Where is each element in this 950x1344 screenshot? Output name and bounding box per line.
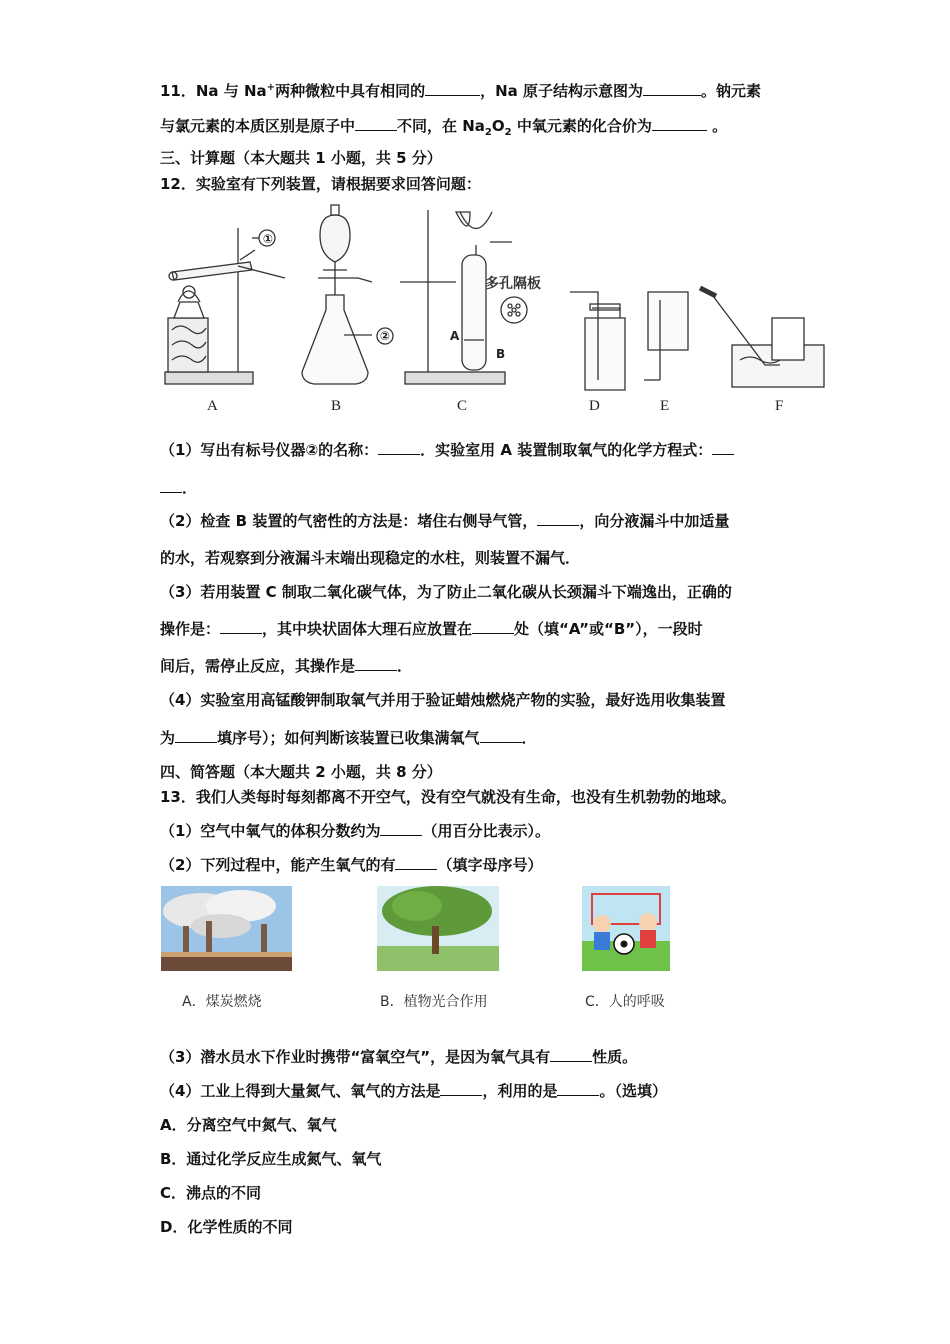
figure-label-c: C <box>457 398 468 414</box>
q13-text: （4）工业上得到大量氮气、氧气的方法是 <box>160 1082 441 1100</box>
subscript: 2 <box>484 127 492 138</box>
q11-line2 <box>160 116 727 143</box>
q13-part4 <box>160 1081 667 1101</box>
q12-part4-line2 <box>160 728 537 748</box>
q11-text: ，Na 原子结构示意图为 <box>480 82 643 100</box>
q13-part3 <box>160 1047 637 1067</box>
answer-blank[interactable] <box>480 728 522 743</box>
q12-part3-line1: （3）若用装置 C 制取二氧化碳气体，为了防止二氧化碳从长颈漏斗下端逸出，正确的 <box>160 583 732 601</box>
q13-text: ，利用的是 <box>482 1082 558 1100</box>
superscript: + <box>266 82 276 93</box>
q12-text: ． <box>521 729 537 747</box>
q13-text: （3）潜水员水下作业时携带“富氧空气”，是因为氧气具有 <box>160 1048 551 1066</box>
apparatus-d <box>570 292 625 390</box>
q12-part4-line1: （4）实验室用高锰酸钾制取氧气并用于验证蜡烛燃烧产物的实验，最好选用收集装置 <box>160 691 726 709</box>
q13-text: （用百分比表示）。 <box>422 822 550 840</box>
mark-2: ② <box>379 329 391 343</box>
answer-blank[interactable] <box>160 478 182 493</box>
answer-blank[interactable] <box>550 1047 592 1062</box>
label-a: A <box>450 329 460 343</box>
q12-text: 间后，需停止反应，其操作是 <box>160 657 356 675</box>
q13-text: （填字母序号） <box>437 856 543 874</box>
q12-text: 为 <box>160 729 176 747</box>
caption-a: A．煤炭燃烧 <box>182 994 262 1010</box>
q12-part3-line3 <box>160 656 412 676</box>
q12-part3-line2 <box>160 619 703 639</box>
option-b[interactable]: B．通过化学反应生成氮气、氧气 <box>160 1150 382 1168</box>
q12-text: ． <box>397 657 413 675</box>
answer-blank[interactable] <box>652 116 707 131</box>
option-d[interactable]: D．化学性质的不同 <box>160 1218 293 1236</box>
answer-blank[interactable] <box>378 440 420 455</box>
label-b: B <box>496 347 506 361</box>
q11-text: O <box>491 117 505 135</box>
answer-blank[interactable] <box>220 619 262 634</box>
q12-text: ． <box>182 479 198 497</box>
q12-text: ，向分液漏斗中加适量 <box>579 512 730 530</box>
q12-text: 操作是： <box>160 620 221 638</box>
answer-blank[interactable] <box>425 81 480 96</box>
coal-burning-image <box>161 886 292 971</box>
option-c[interactable]: C．沸点的不同 <box>160 1184 262 1202</box>
q12-part2-line2: 的水，若观察到分液漏斗末端出现稳定的水柱，则装置不漏气． <box>160 549 581 567</box>
answer-blank[interactable] <box>355 116 397 131</box>
q12-text: ．实验室用 A 装置制取氧气的化学方程式： <box>420 441 713 459</box>
caption-b: B．植物光合作用 <box>380 994 488 1010</box>
q13-text: 性质。 <box>592 1048 638 1066</box>
q11-text: 中氧元素的化合价为 <box>511 117 652 135</box>
option-a[interactable]: A．分离空气中氮气、氧气 <box>160 1116 337 1134</box>
q13-part1 <box>160 821 550 841</box>
q11-text: 与氯元素的本质区别是原子中 <box>160 117 356 135</box>
q12-part1-line2 <box>160 478 197 498</box>
answer-blank[interactable] <box>472 619 514 634</box>
figure-label-f: F <box>775 398 784 414</box>
q13-text: （1）空气中氧气的体积分数约为 <box>160 822 381 840</box>
figure-label-a: A <box>207 398 218 414</box>
q12-stem: 12．实验室有下列装置，请根据要求回答问题： <box>160 175 481 193</box>
q12-text: ，其中块状固体大理石应放置在 <box>262 620 473 638</box>
apparatus-f <box>700 288 824 387</box>
answer-blank[interactable] <box>643 81 701 96</box>
figure-label-d: D <box>589 398 600 414</box>
q13-text: （2）下列过程中，能产生氧气的有 <box>160 856 396 874</box>
section-3-heading: 三、计算题（本大题共 1 小题，共 5 分） <box>160 149 442 167</box>
q11-line1 <box>160 78 761 101</box>
section-4-heading: 四、简答题（本大题共 2 小题，共 8 分） <box>160 763 442 781</box>
figure-label-b: B <box>331 398 342 414</box>
q11-text: 不同，在 Na <box>397 117 485 135</box>
q11-text: 两种微粒中具有相同的 <box>275 82 426 100</box>
q12-text: 处（填“A”或“B”），一段时 <box>514 620 703 638</box>
answer-blank[interactable] <box>380 821 422 836</box>
q13-stem: 13．我们人类每时每刻都离不开空气，没有空气就没有生命，也没有生机勃勃的地球。 <box>160 788 736 806</box>
answer-blank[interactable] <box>557 1081 599 1096</box>
tree-image <box>377 886 499 971</box>
figure-label-e: E <box>660 398 670 414</box>
q11-text: 。 <box>706 117 728 135</box>
q13-text: 。（选填） <box>599 1082 667 1100</box>
answer-blank[interactable] <box>395 855 437 870</box>
answer-blank[interactable] <box>175 728 217 743</box>
q11-text: 。钠元素 <box>700 82 761 100</box>
apparatus-figure <box>160 200 840 420</box>
q12-part2-line1 <box>160 511 729 531</box>
apparatus-e <box>644 292 688 380</box>
q11-text: 11．Na 与 Na <box>160 82 267 100</box>
q13-part2 <box>160 855 542 875</box>
subscript: 2 <box>504 127 512 138</box>
q12-text: 填序号）；如何判断该装置已收集满氧气 <box>217 729 480 747</box>
apparatus-b <box>302 205 372 384</box>
q12-text: （1）写出有标号仪器②的名称： <box>160 441 379 459</box>
answer-blank[interactable] <box>440 1081 482 1096</box>
porous-plate-label: 多孔隔板 <box>485 276 541 292</box>
apparatus-a <box>165 228 285 384</box>
caption-c: C．人的呼吸 <box>585 994 665 1010</box>
mark-1: ① <box>262 232 274 246</box>
answer-blank[interactable] <box>537 511 579 526</box>
children-football-image <box>582 886 670 971</box>
answer-blank[interactable] <box>355 656 397 671</box>
answer-blank[interactable] <box>712 440 734 455</box>
q12-text: （2）检查 B 装置的气密性的方法是：堵住右侧导气管， <box>160 512 538 530</box>
q12-part1-line1 <box>160 440 734 460</box>
